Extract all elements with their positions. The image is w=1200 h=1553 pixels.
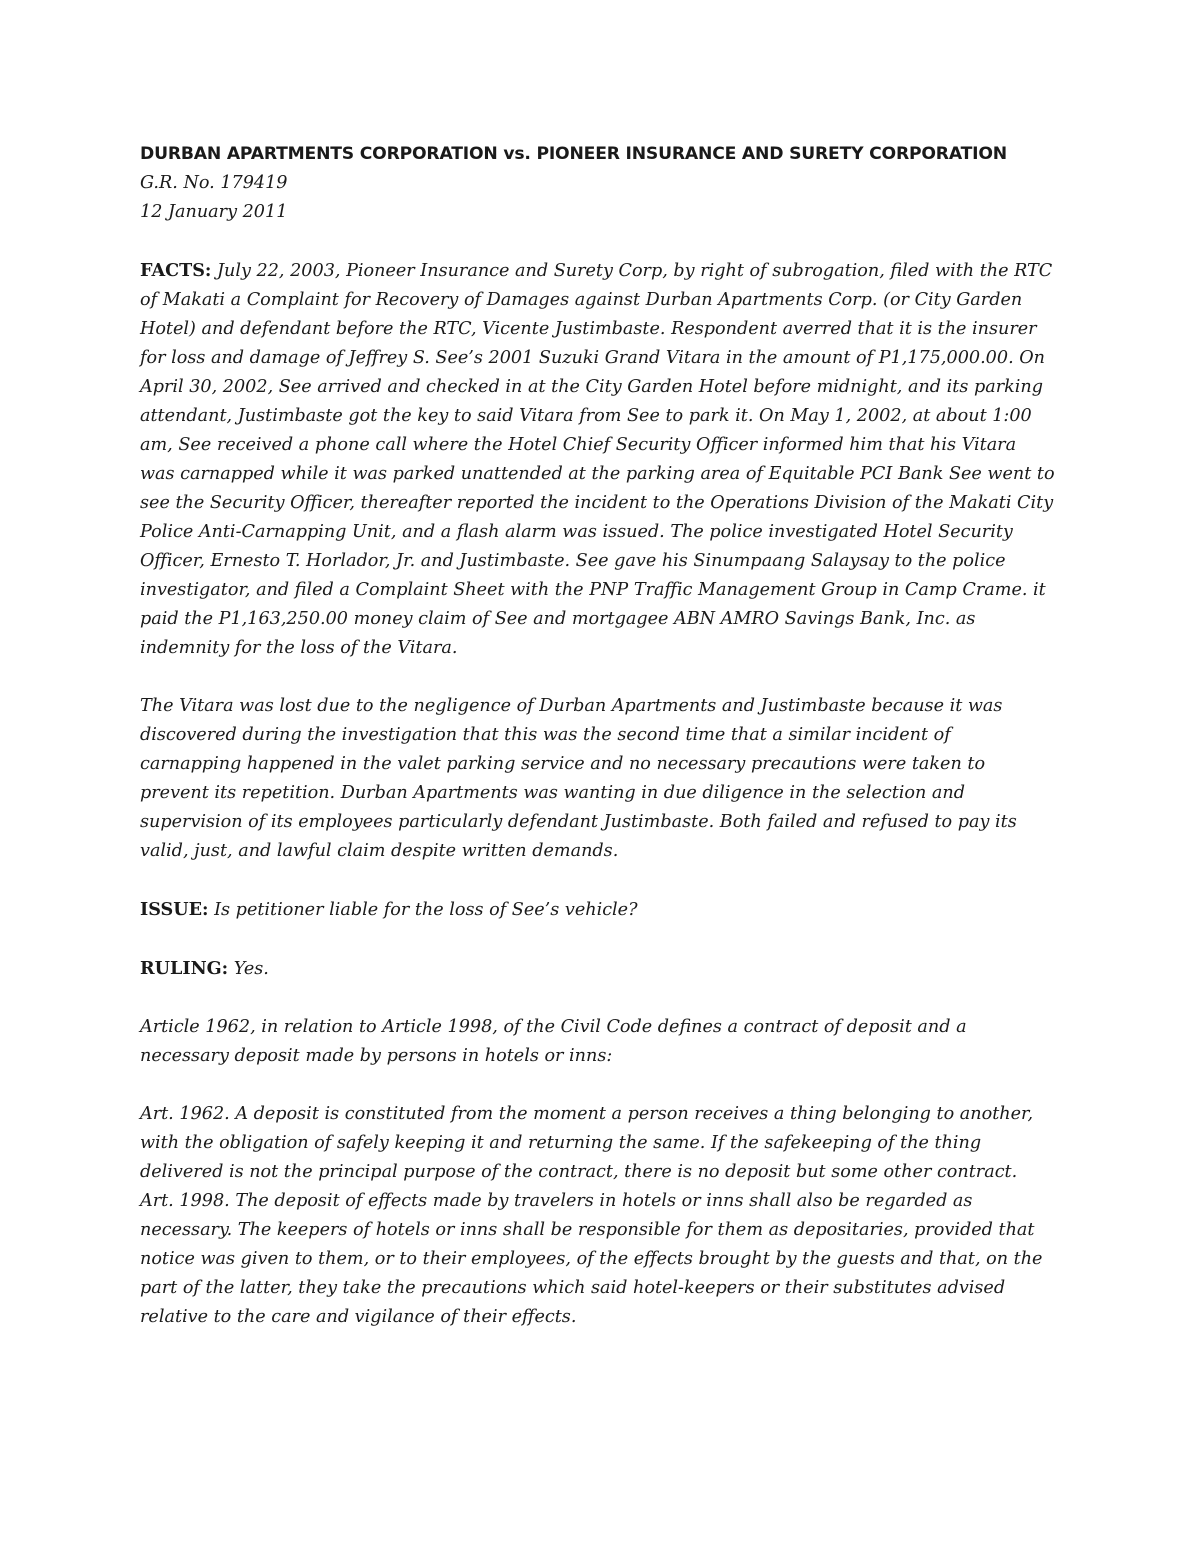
issue-paragraph <box>140 895 1055 925</box>
facts-text: July 22, 2003, Pioneer Insurance and Surety Corp, by right of subrogation, filed with the RTC of Makati a Complaint for Recovery of Damages against Durban Apartments Corp. (or City Garden Hotel) and defendant before the RTC, Vicente Justimbaste. Respondent averred that it is the insurer for loss and damage of Jeffrey S. See’s 2001 Suzuki Grand Vitara in the amount of P1,175,000.00. On April 30, 2002, See arrived and checked in at the City Garden Hotel before midnight, and its parking attendant, Justimbaste got the key to said Vitara from See to park it. On May 1, 2002, at about 1:00 am, See received a phone call where the Hotel Chief Security Officer informed him that his Vitara was carnapped while it was parked unattended at the parking area of Equitable PCI Bank See went to see the Security Officer, thereafter reported the incident to the Operations Division of the Makati City Police Anti-Carnapping Unit, and a flash alarm was issued. The police investigated Hotel Security Officer, Ernesto T. Horlador, Jr. and Justimbaste. See gave his Sinumpaang Salaysay to the police investigator, and filed a Complaint Sheet with the PNP Traffic Management Group in Camp Crame. it paid the P1,163,250.00 money claim of See and mortgagee ABN AMRO Savings Bank, Inc. as indemnity for the loss of the Vitara. <box>140 261 1055 658</box>
case-title: DURBAN APARTMENTS CORPORATION vs. PIONEER INSURANCE AND SURETY CORPORATION <box>140 144 1007 164</box>
ruling-text: Yes. <box>233 959 269 979</box>
facts-label: FACTS: <box>140 260 212 281</box>
facts-paragraph-2: The Vitara was lost due to the negligence of Durban Apartments and Justimbaste because it was discovered during the investigation that this was the second time that a similar incident of carnapping happened in the valet parking service and no necessary precautions were taken to prevent its repetition. Durban Apartments was wanting in due diligence in the selection and supervision of its employees particularly defendant Justimbaste. Both failed and refused to pay its valid, just, and lawful claim despite written demands. <box>140 696 1017 861</box>
quoted-articles <box>140 1100 1055 1332</box>
facts-paragraph <box>140 256 1055 663</box>
article-1962: Art. 1962. A deposit is constituted from the moment a person receives a thing belonging to another, with the obligation of safely keeping it and returning the same. If the safekeeping of the thing delivered is not the principal purpose of the contract, there is no deposit but some other contract. <box>140 1104 1034 1182</box>
issue-label: ISSUE: <box>140 899 209 920</box>
case-date: 12 January 2011 <box>140 202 288 222</box>
ruling-intro-paragraph: Article 1962, in relation to Article 1998, of the Civil Code defines a contract of deposit and a necessary deposit made by persons in hotels or inns: <box>140 1017 967 1066</box>
ruling-label: RULING: <box>140 958 229 979</box>
case-number: G.R. No. 179419 <box>140 173 288 193</box>
document-page <box>140 140 1055 1332</box>
issue-text: Is petitioner liable for the loss of See’s vehicle? <box>214 900 638 920</box>
ruling-paragraph <box>140 954 1055 984</box>
article-1998: Art. 1998. The deposit of effects made by travelers in hotels or inns shall also be regarded as necessary. The keepers of hotels or inns shall be responsible for them as depositaries, provided that notice was given to them, or to their employees, of the effects brought by the guests and that, on the part of the latter, they take the precautions which said hotel-keepers or their substitutes advised relative to the care and vigilance of their effects. <box>140 1191 1043 1327</box>
